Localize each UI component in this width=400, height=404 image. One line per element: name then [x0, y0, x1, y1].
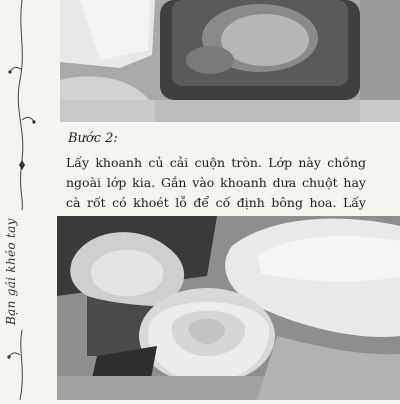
- step-heading: Bước 2:: [68, 131, 118, 146]
- radish-flower-image: [57, 216, 400, 400]
- side-title: Bạn gái khéo tay: [4, 218, 18, 325]
- top-photo: [60, 0, 400, 122]
- step-instructions: Lấy khoanh củ cải cuộn tròn. Lớp này chồng ngoài lớp kia. Gắn vào khoanh dưa chuột hay cà rốt có khoét lỗ để cố định bông hoa. Lấy: [66, 155, 366, 210]
- vine-ornament: [0, 0, 44, 400]
- side-decoration: [0, 0, 44, 400]
- bottom-photo: [57, 216, 400, 400]
- radish-slices-in-container-image: [60, 0, 400, 122]
